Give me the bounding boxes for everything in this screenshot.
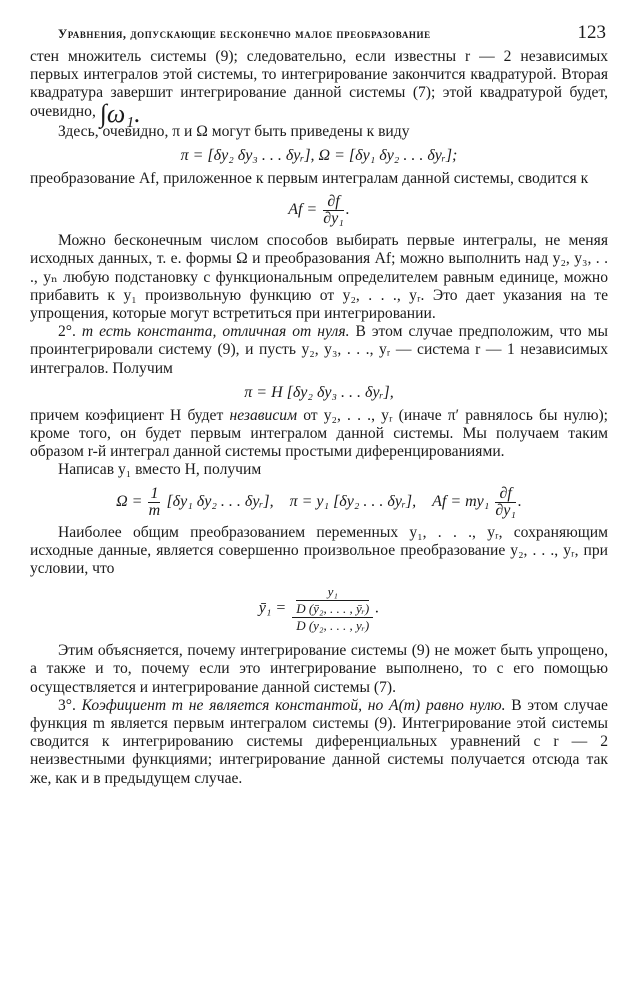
paragraph-10-lead: 3°. [58,696,82,714]
formula-y1-bar-lhs: ȳ₁ = [258,599,287,617]
integral-omega: ∫ω₁. [99,98,141,128]
paragraph-10-rest: В этом случае функция m является первым интегралом системы (9). Интегрирование этой системы сводится к интегрированию системы диференциальных уравнений с r — 2 неизвестными функциями; интегрирование данной системы получается отсюда так же, как и в предыдущем случае. [30,696,608,787]
page-number: 123 [577,22,606,43]
paragraph-10 [30,697,608,788]
formula-omega-num: 1 [150,484,159,502]
formula-y1-bar-outer-den: D (y₂, . . . , yᵣ) [296,618,370,634]
formula-af-my1-lhs: Af = my₁ [432,492,490,510]
formula-pi-omega: π = [δy₂ δy₃ . . . δyᵣ], Ω = [δy₁ δy₂ . . . δyᵣ]; [180,147,458,165]
formula-af-my1-fraction [495,486,516,519]
paragraph-1 [30,48,608,128]
formula-af-num: ∂f [323,194,344,211]
paragraph-9: Этим объясняется, почему интегрирование системы (9) не может быть упрощено, а также и то, почему если это интегрирование выполнено, то с его помощью осуществляется и интегрирование данной системы (7). [30,642,608,696]
formula-af-den: ∂y₁ [323,210,344,228]
formula-y1-bar-inner-den: D (ȳ₂, . . . , ȳᵣ) [296,601,370,617]
formula-y1-bar: ȳ₁ = $\frac{\frac{\text{y₁}}{\text{D (ȳ₂, . . . , ȳᵣ)}}}{\text{D (y₂, . . . , yᵣ)}}$ . [258,584,380,634]
paragraph-4: Можно бесконечным числом способов выбирать первые интегралы, не меняя исходных данных, т. е. формы Ω и преобразования Af; можно выполнить над y₂, y₃, . . ., yₙ любую подстановку с функциональным определителем равным единице, можно прибавить к y₁ произвольную функцию от y₂, . . ., yᵣ. Это дает указания на те упрощения, которые могут встретиться при интегрировании. [30,232,608,323]
paragraph-8: Наиболее общим преобразованием переменных y₁, . . ., yᵣ, сохраняющим исходные данные, является совершенно произвольное преобразование y₂, . . ., yᵣ, при условии, что [30,523,608,578]
running-header [30,22,608,48]
paragraph-7: Написав y₁ вместо H, получим [58,461,262,479]
paragraph-3: преобразование Af, приложенное к первым интегралам данной системы, сводится к [30,170,589,188]
paragraph-5 [30,323,608,378]
formula-omega-fraction [148,486,160,519]
formula-af-my1-num: ∂f [495,486,516,503]
paragraph-6 [30,407,608,462]
formula-af-lhs: Af = [288,201,318,219]
formula-y1-bar-inner-fraction [296,584,369,617]
paragraph-2: Здесь, очевидно, π и Ω могут быть приведены к виду [58,122,410,140]
formula-omega-rest: [δy₁ δy₂ . . . δyᵣ], [166,492,274,510]
formula-af-fraction [323,194,344,227]
paragraph-10-italic: Коэфициент m не является константой, но A(m) равно нулю. [81,696,506,714]
paragraph-5-lead: 2°. [58,323,82,341]
running-title: Уравнения, допускающие бесконечно малое преобразование [58,27,431,41]
formula-pi-h: π = H [δy₂ δy₃ . . . δyᵣ], [244,383,394,401]
formula-omega-den: m [148,501,161,519]
formula-af: Af = $\frac{\partial f}{\text{∂y₁}}$ . [288,193,350,228]
paragraph-1-text: стен множитель системы (9); следовательно, если известны r — 2 независимых первых интегралов этой системы, то интегрирование закончится квадратурой. Вторая квадратура завершит интегрирование данной системы (7); этой квадратурой будет, очевидно, [30,48,608,120]
paragraph-6-a: причем коэфициент H будет [30,406,230,424]
formula-af-my1-den: ∂y₁ [495,501,516,519]
paragraph-6-c: от y₂, . . ., yᵣ (иначе π′ равнялось бы нулю); кроме того, он будет первым интегралом данной системы. Мы получаем таким образом r-й интеграл данной системы простыми диференцированиями. [30,406,608,461]
formula-y1-bar-inner-num: y₁ [296,584,369,601]
book-page [30,22,608,788]
paragraph-5-rest: В этом случае предположим, что мы проинтегрировали систему (9), и пусть y₂, y₃, . . ., yᵣ — система r — 1 независимых интегралов. Получим [30,323,609,377]
formula-pi-y1: π = y₁ [δy₂ . . . δyᵣ], [289,492,417,510]
formula-y1-bar-outer-num [292,584,373,618]
paragraph-6-italic: независим [229,406,298,424]
formula-omega-pi-af: Ω = $\frac{1}{m}$ [δy₁ δy₂ . . . δyᵣ], π = y₁ [δy₂ . . . δyᵣ], Af = my₁ $\frac{\partial f}{\text{∂y₁}}$ . [116,484,522,519]
formula-y1-bar-outer-fraction [292,584,373,634]
paragraph-5-italic: m есть константа, отличная от нуля. [81,323,350,341]
